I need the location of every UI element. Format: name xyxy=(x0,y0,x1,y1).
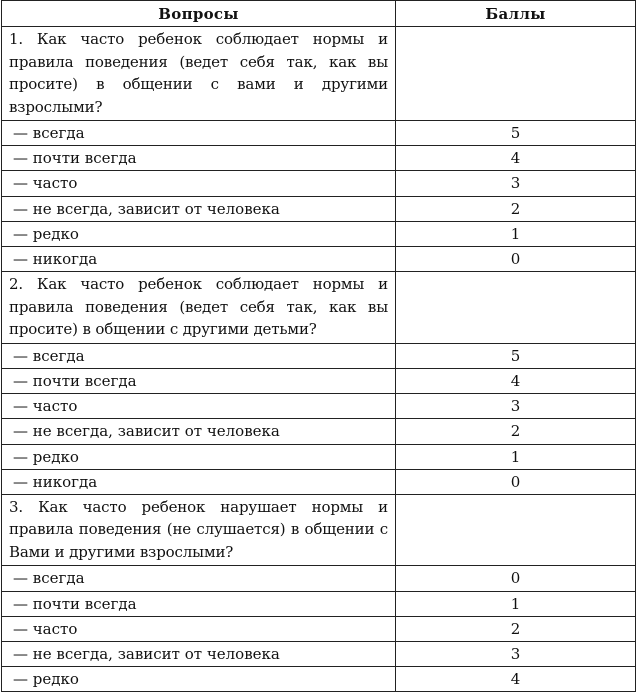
answer-row xyxy=(2,221,636,246)
answer-option xyxy=(2,343,396,368)
answer-label: — всегда xyxy=(13,346,85,365)
answer-row xyxy=(2,368,636,393)
question-text: 3. Как часто ребенок нарушает нормы и правила поведения (не слушается) в общении с Вами и другими взрослыми? xyxy=(2,494,396,566)
answer-score: 4 xyxy=(396,368,636,393)
question-text: 2. Как часто ребенок соблюдает нормы и правила поведения (ведет себя так, как вы просите) в общении с другими детьми? xyxy=(2,272,396,344)
answer-score: 1 xyxy=(396,591,636,616)
answer-row xyxy=(2,642,636,667)
answer-score: 2 xyxy=(396,616,636,641)
answer-label: — редко xyxy=(13,670,79,689)
question-row xyxy=(2,27,636,121)
header-row xyxy=(2,1,636,27)
answer-label: — почти всегда xyxy=(13,149,137,168)
answer-score: 2 xyxy=(396,419,636,444)
answer-label: — не всегда, зависит от человека xyxy=(13,645,280,664)
answer-option xyxy=(2,146,396,171)
table-body xyxy=(2,27,636,692)
question-score-empty xyxy=(396,494,636,566)
answer-label: — почти всегда xyxy=(13,371,137,390)
answer-label: — не всегда, зависит от человека xyxy=(13,199,280,218)
answer-score: 0 xyxy=(396,469,636,494)
answer-score: 4 xyxy=(396,146,636,171)
question-text: 1. Как часто ребенок соблюдает нормы и правила поведения (ведет себя так, как вы просите) в общении с вами и другими взрослыми? xyxy=(2,27,396,121)
answer-label: — часто xyxy=(13,174,78,193)
answer-label: — никогда xyxy=(13,250,98,269)
answer-label: — редко xyxy=(13,447,79,466)
answer-score: 1 xyxy=(396,444,636,469)
answer-row xyxy=(2,121,636,146)
answer-row xyxy=(2,394,636,419)
answer-label: — всегда xyxy=(13,569,85,588)
question-row xyxy=(2,272,636,344)
answer-row xyxy=(2,566,636,591)
answer-row xyxy=(2,146,636,171)
answer-option xyxy=(2,419,396,444)
answer-score: 3 xyxy=(396,394,636,419)
answer-row xyxy=(2,343,636,368)
answer-option xyxy=(2,444,396,469)
answer-option xyxy=(2,394,396,419)
answer-option xyxy=(2,667,396,692)
answer-label: — никогда xyxy=(13,472,98,491)
answer-label: — почти всегда xyxy=(13,594,137,613)
answer-row xyxy=(2,196,636,221)
answer-score: 3 xyxy=(396,171,636,196)
answer-row xyxy=(2,247,636,272)
answer-row xyxy=(2,444,636,469)
answer-option xyxy=(2,566,396,591)
answer-score: 5 xyxy=(396,343,636,368)
answer-label: — всегда xyxy=(13,124,85,142)
answer-option xyxy=(2,591,396,616)
answer-score: 0 xyxy=(396,566,636,591)
survey-table xyxy=(1,0,636,692)
answer-option xyxy=(2,469,396,494)
answer-score: 5 xyxy=(396,121,636,146)
answer-score: 0 xyxy=(396,247,636,272)
answer-option xyxy=(2,368,396,393)
answer-option xyxy=(2,121,396,146)
answer-row xyxy=(2,469,636,494)
table-header xyxy=(2,1,636,27)
header-questions: Вопросы xyxy=(2,1,396,27)
answer-option xyxy=(2,247,396,272)
answer-row xyxy=(2,171,636,196)
question-score-empty xyxy=(396,272,636,344)
answer-row xyxy=(2,419,636,444)
answer-score: 4 xyxy=(396,667,636,692)
answer-option xyxy=(2,642,396,667)
answer-score: 2 xyxy=(396,196,636,221)
question-score-empty xyxy=(396,27,636,121)
header-scores: Баллы xyxy=(396,1,636,27)
answer-label: — часто xyxy=(13,397,78,416)
answer-score: 1 xyxy=(396,221,636,246)
answer-option xyxy=(2,196,396,221)
answer-row xyxy=(2,667,636,692)
answer-score: 3 xyxy=(396,642,636,667)
answer-row xyxy=(2,591,636,616)
answer-option xyxy=(2,221,396,246)
answer-label: — не всегда, зависит от человека xyxy=(13,422,280,441)
answer-label: — редко xyxy=(13,224,79,243)
answer-label: — часто xyxy=(13,619,78,638)
question-row xyxy=(2,494,636,566)
answer-option xyxy=(2,171,396,196)
